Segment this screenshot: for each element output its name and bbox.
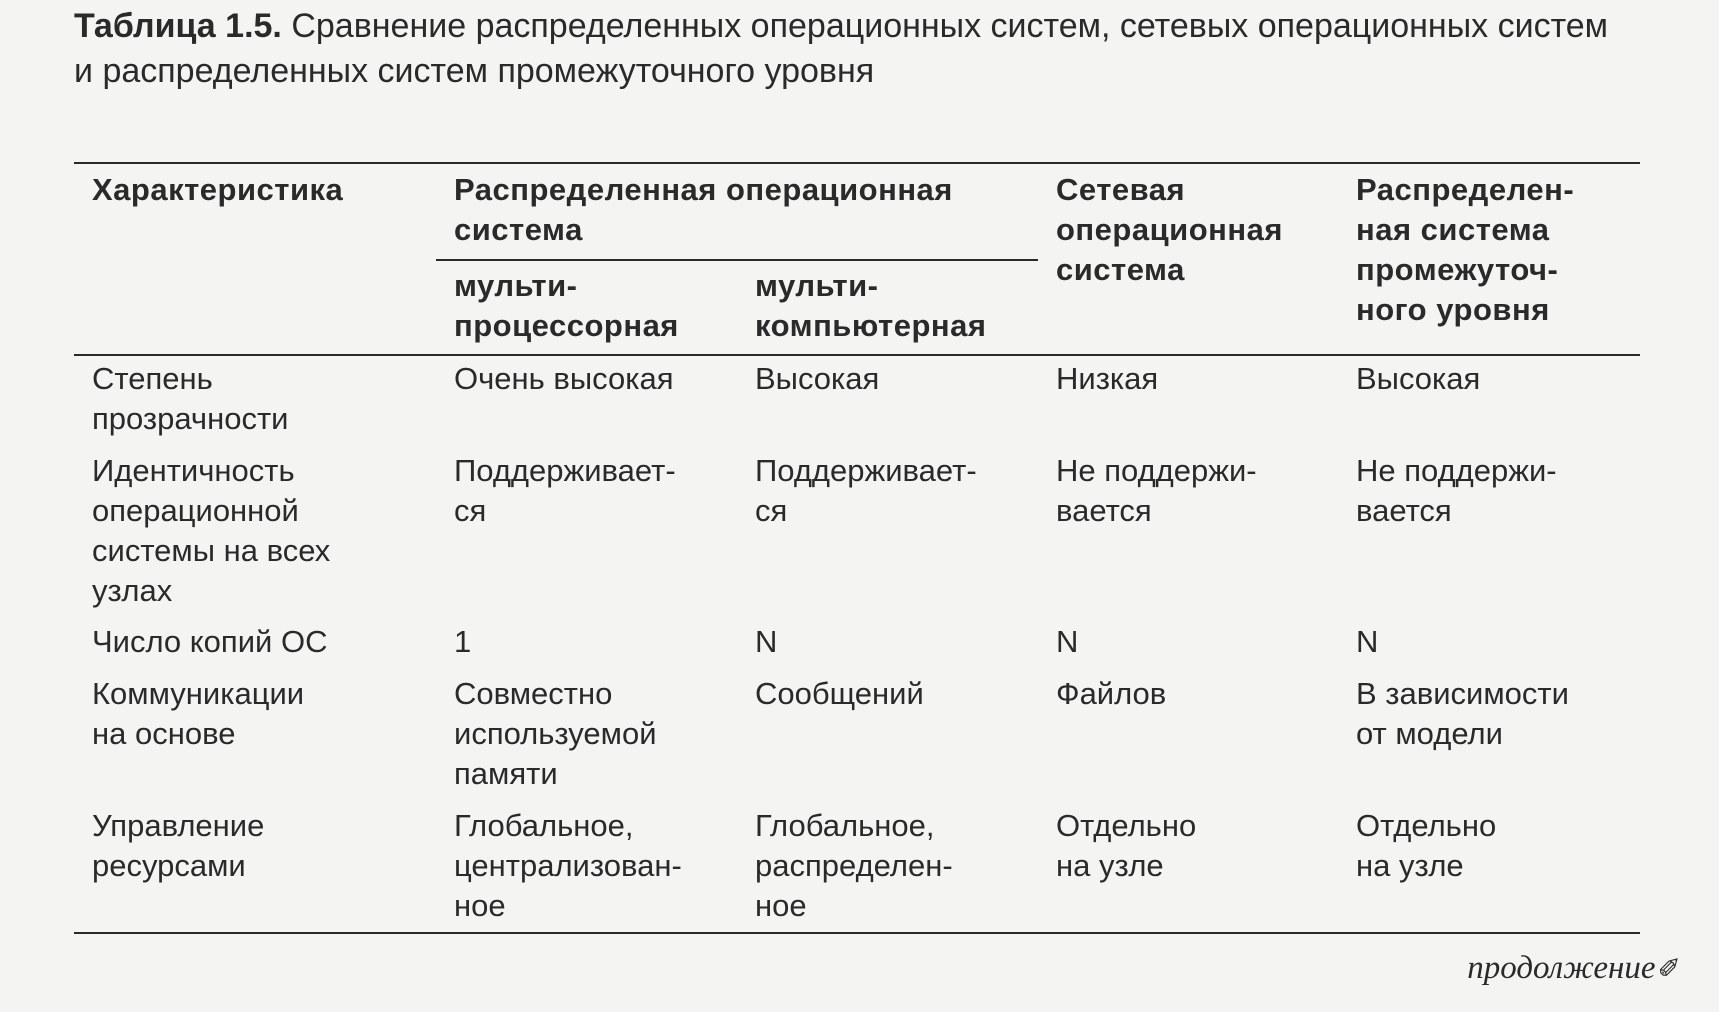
header-network-os: Сетевая операционная система <box>1056 172 1283 287</box>
row-os-identity-nos: Не поддержи- вается <box>1056 453 1257 528</box>
row-resource-management-multicomputer: Глобальное, распределен- ное <box>755 808 953 923</box>
table-top-rule <box>74 162 1640 164</box>
table-bottom-rule <box>74 932 1640 934</box>
row-transparency-multiprocessor: Очень высокая <box>454 361 674 396</box>
continued-note <box>1467 950 1681 987</box>
row-os-copies-nos: N <box>1056 624 1079 659</box>
header-dos-multiprocessor: мульти- процессорная <box>454 268 679 343</box>
row-transparency-characteristic: Степень прозрачности <box>92 361 289 436</box>
row-os-identity-multicomputer: Поддерживает- ся <box>755 453 977 528</box>
row-resource-management-multiprocessor: Глобальное, централизован- ное <box>454 808 682 923</box>
row-resource-management-middleware: Отдельно на узле <box>1356 808 1497 883</box>
pencil-arrow-icon: ✐ <box>1657 954 1681 985</box>
row-os-copies-characteristic: Число копий ОС <box>92 624 328 659</box>
row-os-copies-middleware: N <box>1356 624 1379 659</box>
row-communication-multiprocessor: Совместно используемой памяти <box>454 676 657 791</box>
row-os-identity-multiprocessor: Поддерживает- ся <box>454 453 676 528</box>
row-communication-middleware: В зависимости от модели <box>1356 676 1569 751</box>
row-resource-management-nos: Отдельно на узле <box>1056 808 1197 883</box>
continued-text: продолжение <box>1467 950 1656 986</box>
row-transparency-multicomputer: Высокая <box>755 361 880 396</box>
row-os-identity-characteristic: Идентичность операционной системы на всех узлах <box>92 453 331 608</box>
row-transparency-middleware: Высокая <box>1356 361 1481 396</box>
row-resource-management-characteristic: Управление ресурсами <box>92 808 265 883</box>
header-characteristic: Характеристика <box>92 172 344 207</box>
header-bottom-rule <box>74 354 1640 356</box>
subheader-rule <box>436 259 1038 261</box>
row-os-identity-middleware: Не поддержи- вается <box>1356 453 1557 528</box>
table-caption-label: Таблица 1.5. <box>74 7 282 45</box>
row-os-copies-multiprocessor: 1 <box>454 624 472 659</box>
row-os-copies-multicomputer: N <box>755 624 778 659</box>
row-communication-multicomputer: Сообщений <box>755 676 924 711</box>
row-communication-nos: Файлов <box>1056 676 1167 711</box>
header-distributed-os: Распределенная операционная система <box>454 172 953 247</box>
row-transparency-nos: Низкая <box>1056 361 1159 396</box>
table-caption-text: Сравнение распределенных операционных систем, сетевых операционных систем и распределенных систем промежуточного уровня <box>74 7 1609 90</box>
header-middleware: Распределен- ная система промежуточ- ного уровня <box>1356 172 1575 327</box>
table-caption <box>74 4 1634 94</box>
header-dos-multicomputer: мульти- компьютерная <box>755 268 987 343</box>
row-communication-characteristic: Коммуникации на основе <box>92 676 305 751</box>
